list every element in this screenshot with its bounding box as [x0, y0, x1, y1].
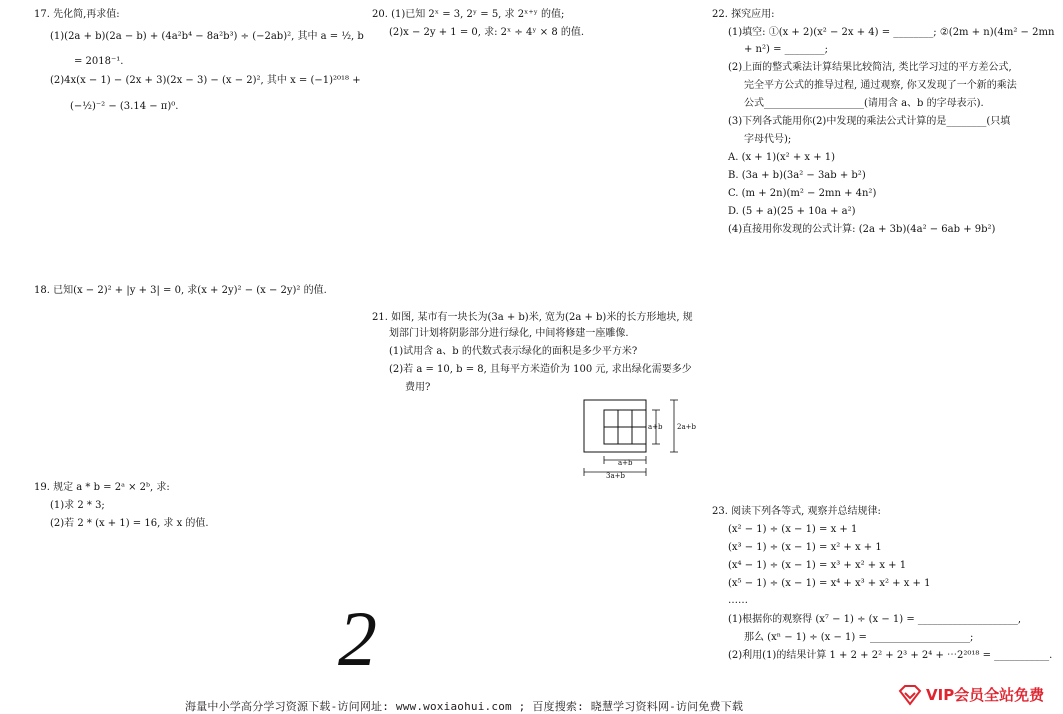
vip-badge[interactable] — [898, 682, 1063, 714]
label-ab-right: a+b — [648, 423, 663, 431]
question-18: 18. 已知(x − 2)² + |y + 3| = 0, 求(x + 2y)² − (x − 2y)² 的值. — [34, 285, 327, 296]
q22-option-c: C. (m + 2n)(m² − 2mn + 4n²) — [728, 188, 877, 199]
q23-part2: (2)利用(1)的结果计算 1 + 2 + 2² + 2³ + 2⁴ + ⋯2²⁰¹⁸ = ___________. — [728, 650, 1053, 661]
q19-part2: (2)若 2 * (x + 1) = 16, 求 x 的值. — [50, 518, 209, 529]
q22-line8: (4)直接用你发现的公式计算: (2a + 3b)(4a² − 6ab + 9b²) — [728, 224, 996, 235]
q22-option-a: A. (x + 1)(x² + x + 1) — [728, 152, 836, 163]
q20-part1: 20. (1)已知 2ˣ = 3, 2ʸ = 5, 求 2ˣ⁺ʸ 的值; — [372, 9, 565, 20]
q23-eq4: (x⁵ − 1) ÷ (x − 1) = x⁴ + x³ + x² + x + 1 — [728, 578, 931, 589]
label-ab-bottom: a+b — [618, 459, 633, 467]
q21-line2: 划部门计划将阴影部分进行绿化, 中间将修建一座雕像. — [389, 328, 629, 339]
q22-title: 22. 探究应用: — [712, 9, 775, 20]
label-3ab: 3a+b — [606, 472, 625, 480]
q17-part2-line2: (−½)⁻² − (3.14 − π)⁰. — [70, 101, 179, 112]
q23-part1-line1: (1)根据你的观察得 (x⁷ − 1) ÷ (x − 1) = ____________________, — [728, 614, 1022, 625]
q19-part1: (1)求 2 * 3; — [50, 500, 105, 511]
q21-line4: (2)若 a = 10, b = 8, 且每平方米造价为 100 元, 求出绿化需要多少 — [389, 364, 692, 375]
q22-line6: (3)下列各式能用你(2)中发现的乘法公式计算的是________(只填 — [728, 116, 1011, 127]
q17-part1-line1: (1)(2a + b)(2a − b) + (4a²b⁴ − 8a²b³) ÷ (−2ab)², 其中 a = ½, b — [50, 31, 364, 42]
q19-title: 19. 规定 a * b = 2ᵃ × 2ᵇ, 求: — [34, 482, 170, 493]
q23-eq3: (x⁴ − 1) ÷ (x − 1) = x³ + x² + x + 1 — [728, 560, 907, 571]
vip-badge-label: VIP会员全站免费 — [926, 686, 1045, 704]
q23-dots: …… — [728, 595, 748, 606]
q17-part2-line1: (2)4x(x − 1) − (2x + 3)(2x − 3) − (x − 2)², 其中 x = (−1)²⁰¹⁸ + — [50, 75, 361, 86]
q23-part1-line2: 那么 (xⁿ − 1) ÷ (x − 1) = ____________________; — [744, 632, 974, 643]
label-2ab: 2a+b — [677, 423, 696, 431]
diamond-icon — [898, 684, 922, 706]
q22-line7: 字母代号); — [744, 134, 792, 145]
q22-line1: (1)填空: ①(x + 2)(x² − 2x + 4) = ________; ②(2m + n)(4m² − 2mn — [728, 27, 1055, 38]
q21-line5: 费用? — [405, 382, 431, 393]
rectangle-diagram — [578, 392, 698, 480]
q22-line3: (2)上面的整式乘法计算结果比较简洁, 类比学习过的平方差公式, — [728, 62, 1012, 73]
q22-line4: 完全平方公式的推导过程, 通过观察, 你又发现了一个新的乘法 — [744, 80, 1017, 91]
q21-line1: 21. 如图, 某市有一块长为(3a + b)米, 宽为(2a + b)米的长方形地块, 规 — [372, 312, 693, 323]
q21-figure — [578, 392, 698, 485]
q17-part1-line2: = 2018⁻¹. — [74, 56, 124, 67]
q23-title: 23. 阅读下列各等式, 观察并总结规律: — [712, 506, 881, 517]
q22-option-d: D. (5 + a)(25 + 10a + a²) — [728, 206, 856, 217]
q20-part2: (2)x − 2y + 1 = 0, 求: 2ˣ ÷ 4ʸ × 8 的值. — [389, 27, 585, 38]
q22-line2: + n²) = ________; — [744, 44, 829, 55]
q22-option-b: B. (3a + b)(3a² − 3ab + b²) — [728, 170, 866, 181]
footer-banner: 海量中小学高分学习资源下载-访问网址: www.woxiaohui.com ; 百度搜索: 晓慧学习资料网-访问免费下载 — [185, 700, 744, 713]
q22-line5: 公式____________________(请用含 a、b 的字母表示). — [744, 98, 984, 109]
q17-title: 17. 先化简,再求值: — [34, 9, 120, 20]
q21-line3: (1)试用含 a、b 的代数式表示绿化的面积是多少平方米? — [389, 346, 638, 357]
q23-eq1: (x² − 1) ÷ (x − 1) = x + 1 — [728, 524, 858, 535]
q23-eq2: (x³ − 1) ÷ (x − 1) = x² + x + 1 — [728, 542, 882, 553]
page-number: 2 — [338, 595, 377, 682]
